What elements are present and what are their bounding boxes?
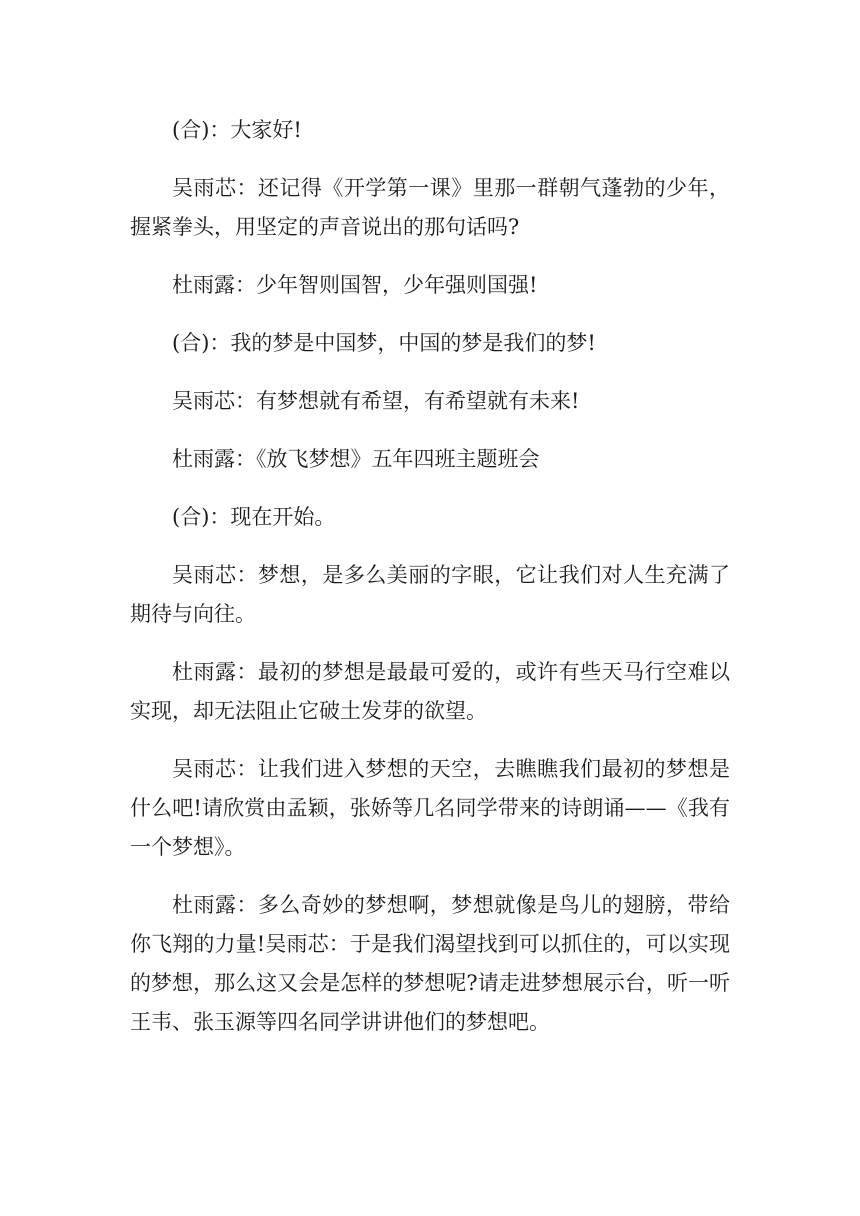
paragraph: 杜雨露：最初的梦想是最最可爱的，或许有些天马行空难以实现，却无法阻止它破土发芽的欲望。	[130, 660, 730, 723]
paragraph: 吴雨芯：梦想，是多么美丽的字眼，它让我们对人生充满了期待与向往。	[130, 563, 730, 626]
paragraph: 吴雨芯：有梦想就有希望，有希望就有未来!	[172, 389, 580, 413]
paragraph: 杜雨露：多么奇妙的梦想啊，梦想就像是鸟儿的翅膀，带给你飞翔的力量!吴雨芯：于是我们渴望找到可以抓住的，可以实现的梦想，那么这又会是怎样的梦想呢?请走进梦想展示台，听一听王韦、张玉源等四名同学讲讲他们的梦想吧。	[130, 893, 730, 1034]
paragraph: 吴雨芯：让我们进入梦想的天空，去瞧瞧我们最初的梦想是什么吧!请欣赏由孟颖，张娇等几名同学带来的诗朗诵——《我有一个梦想》。	[130, 757, 730, 859]
paragraph: 吴雨芯：还记得《开学第一课》里那一群朝气蓬勃的少年，握紧拳头，用坚定的声音说出的那句话吗?	[130, 176, 730, 239]
document-body	[130, 111, 730, 1061]
paragraph: (合)：现在开始。	[172, 505, 336, 529]
paragraph: (合)：大家好!	[172, 118, 302, 142]
paragraph: (合)：我的梦是中国梦，中国的梦是我们的梦!	[172, 331, 596, 355]
paragraph: 杜雨露：《放飞梦想》五年四班主题班会	[172, 447, 540, 471]
paragraph: 杜雨露：少年智则国智，少年强则国强!	[172, 273, 538, 297]
